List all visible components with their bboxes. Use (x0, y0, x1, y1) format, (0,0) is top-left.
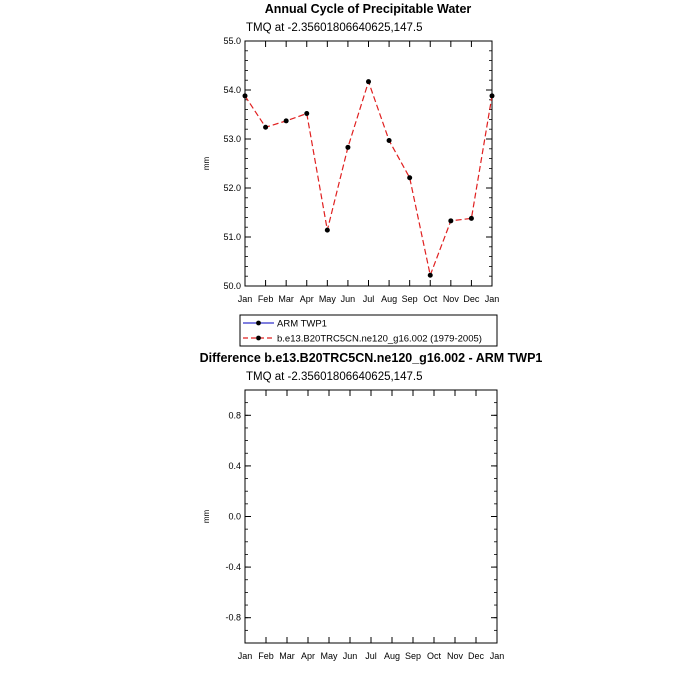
y-axis-label: mm (202, 509, 211, 524)
data-point (469, 216, 474, 221)
y-tick-label: 53.0 (223, 134, 241, 144)
data-point (263, 125, 268, 130)
x-tick-label: Nov (446, 651, 464, 661)
x-tick-label: Oct (426, 651, 442, 661)
legend-label-arm: ARM TWP1 (277, 318, 327, 330)
legend-marker-arm (256, 321, 261, 326)
data-point (325, 228, 330, 233)
top-chart-plot (202, 36, 499, 304)
x-tick-label: Aug (381, 294, 398, 304)
y-tick-label: 51.0 (223, 232, 241, 242)
bottom-chart-subtitle: TMQ at -2.35601806640625,147.5 (246, 371, 423, 383)
x-tick-label: Apr (299, 294, 314, 304)
legend (240, 315, 497, 346)
y-tick-label: 0.0 (228, 511, 241, 522)
plot-frame (245, 390, 497, 643)
legend-label-model: b.e13.B20TRC5CN.ne120_g16.002 (1979-2005) (277, 333, 482, 345)
y-tick-label: 0.8 (228, 410, 241, 421)
y-tick-label: 54.0 (223, 85, 241, 95)
x-tick-label: Jul (362, 294, 375, 304)
y-tick-label: 50.0 (223, 281, 241, 291)
legend-marker-model (256, 336, 261, 341)
x-tick-label: Dec (463, 294, 480, 304)
x-tick-label: Jan (237, 294, 253, 304)
x-tick-label: Jan (237, 651, 253, 661)
x-tick-label: Jul (365, 651, 377, 661)
x-tick-label: Sep (404, 651, 422, 661)
x-tick-label: May (318, 294, 336, 304)
x-tick-label: Nov (442, 294, 459, 304)
x-tick-label: Jan (489, 651, 505, 661)
x-tick-label: Aug (383, 651, 401, 661)
plot-frame (245, 41, 492, 286)
x-tick-label: Jan (484, 294, 500, 304)
top-chart-subtitle: TMQ at -2.35601806640625,147.5 (246, 22, 423, 34)
x-tick-label: Apr (300, 651, 316, 661)
x-tick-label: Mar (278, 294, 294, 304)
x-tick-label: Dec (467, 651, 485, 661)
data-point (428, 273, 433, 278)
y-tick-label: 52.0 (223, 183, 241, 193)
x-tick-label: May (320, 651, 338, 661)
x-tick-label: Jun (340, 294, 356, 304)
data-point (284, 118, 289, 123)
series-line (245, 82, 492, 276)
y-axis-label: mm (202, 156, 211, 171)
data-point (345, 145, 350, 150)
data-point (407, 175, 412, 180)
y-tick-label: 0.4 (228, 460, 241, 471)
data-point (387, 138, 392, 143)
data-point (243, 93, 248, 98)
x-tick-label: Mar (279, 651, 295, 661)
data-point (448, 218, 453, 223)
bottom-chart-plot (202, 390, 504, 661)
data-point (304, 111, 309, 116)
y-tick-label: -0.4 (225, 562, 241, 573)
x-tick-label: Oct (423, 294, 438, 304)
x-tick-label: Sep (401, 294, 418, 304)
x-tick-label: Feb (258, 651, 274, 661)
x-tick-label: Jun (342, 651, 358, 661)
bottom-chart-title: Difference b.e13.B20TRC5CN.ne120_g16.002 - ARM TWP1 (199, 351, 543, 365)
data-point (490, 93, 495, 98)
y-tick-label: -0.8 (225, 612, 241, 623)
data-point (366, 79, 371, 84)
top-chart-title: Annual Cycle of Precipitable Water (264, 2, 472, 16)
x-tick-label: Feb (257, 294, 274, 304)
y-tick-label: 55.0 (223, 36, 241, 46)
